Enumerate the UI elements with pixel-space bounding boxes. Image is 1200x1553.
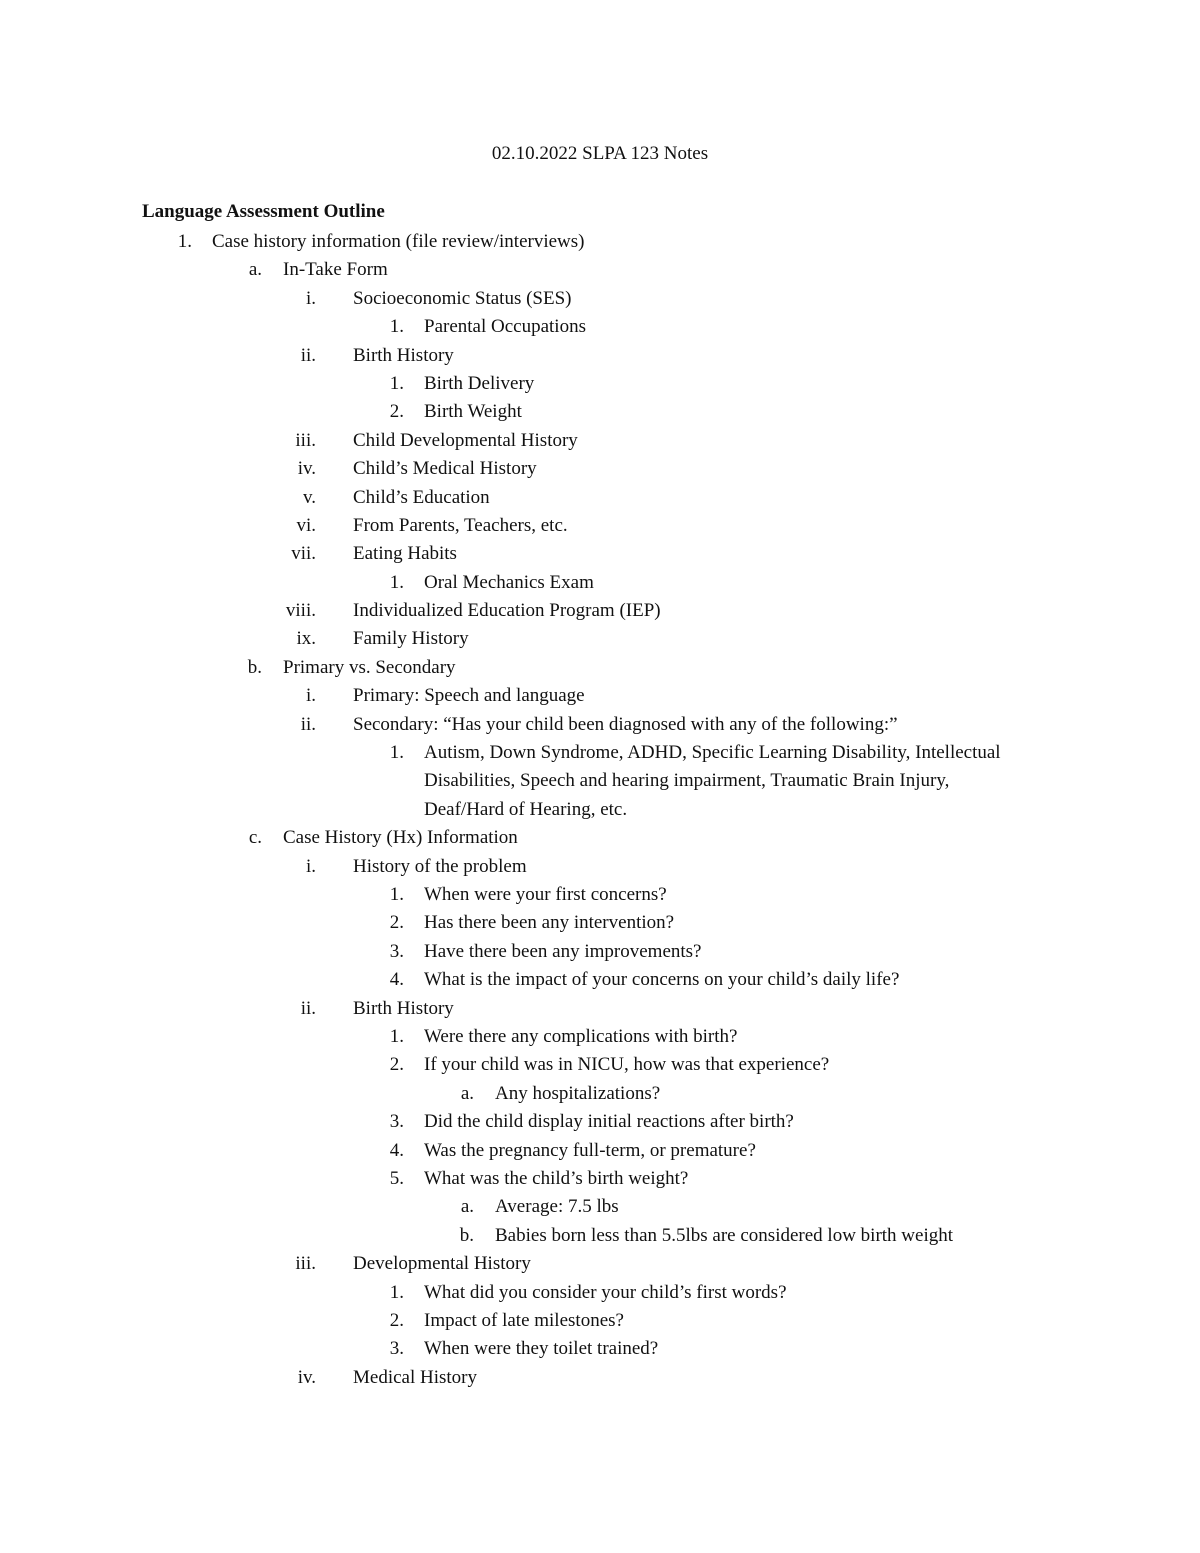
outline-item-marker: b. [247,656,262,678]
outline-item-text: Child’s Education [353,486,490,508]
outline-item-text: Socioeconomic Status (SES) [353,287,572,309]
outline-item-text: Child Developmental History [353,429,578,451]
outline-item-marker: a. [460,1196,474,1218]
outline-item-text: Average: 7.5 lbs [495,1196,619,1218]
outline-item-marker: 1. [389,1025,404,1047]
outline-item [0,597,1200,625]
outline-item-text: Case History (Hx) Information [283,827,518,849]
outline-item [0,1335,1200,1363]
outline-item [0,682,1200,710]
outline-item [0,1279,1200,1307]
outline-item-text: Primary: Speech and language [353,685,585,707]
outline-item-text: What is the impact of your concerns on your child’s daily life? [424,969,900,991]
outline-item-marker: iii. [295,1253,316,1275]
outline-item [0,1080,1200,1108]
outline-item-text: From Parents, Teachers, etc. [353,514,568,536]
outline-item-marker: a. [248,259,262,281]
outline-item-marker: vii. [291,543,316,565]
outline-item-marker: 3. [389,940,404,962]
outline-list [0,228,1200,1392]
outline-item-text: Were there any complications with birth? [424,1025,738,1047]
outline-item-marker: 1. [389,316,404,338]
outline-item [0,540,1200,568]
outline-item-marker: 1. [389,372,404,394]
outline-item-marker: 2. [389,1054,404,1076]
outline-item [0,313,1200,341]
outline-item [0,370,1200,398]
outline-item [0,1250,1200,1278]
outline-item-marker: ii. [300,344,316,366]
outline-item [0,881,1200,909]
outline-item [0,966,1200,994]
outline-item [0,938,1200,966]
outline-item-text: Medical History [353,1366,478,1388]
outline-item-marker: iii. [295,429,316,451]
outline-item-marker: 2. [389,401,404,423]
outline-item-marker: 5. [389,1167,404,1189]
outline-item-text: What was the child’s birth weight? [424,1167,689,1189]
outline-item [0,285,1200,313]
outline-item-text: In-Take Form [283,259,388,281]
outline-item-marker: i. [305,855,316,877]
outline-item-text: Birth History [353,997,454,1019]
outline-item-marker: 4. [389,969,404,991]
outline-item-text: Birth Weight [424,401,522,423]
outline-item-marker: a. [460,1082,474,1104]
outline-item-text: Oral Mechanics Exam [424,571,594,593]
outline-item-marker: i. [305,287,316,309]
outline-item [0,1108,1200,1136]
outline-item-text: Autism, Down Syndrome, ADHD, Specific Learning Disability, Intellectual Disabilities, Speech and hearing impairment, Traumatic Brain Injury, Deaf/Hard of Hearing, etc. [424,742,1001,820]
outline-item-marker: 1. [177,231,192,252]
outline-item-marker: viii. [285,600,316,622]
outline-item-marker: 1. [389,884,404,906]
outline-item-text: Family History [353,628,469,650]
outline-item-text: Parental Occupations [424,316,586,338]
outline-item-text: Child’s Medical History [353,458,537,480]
outline-item-text: Did the child display initial reactions after birth? [424,1111,794,1133]
outline-item [0,569,1200,597]
outline-item-text: Has there been any intervention? [424,912,675,934]
outline-item-text: Primary vs. Secondary [283,656,456,678]
outline-item-marker: 1. [389,742,404,764]
outline-item-text: Any hospitalizations? [495,1082,661,1104]
outline-item [0,739,1200,824]
outline-item [0,995,1200,1023]
outline-item-marker: 2. [389,912,404,934]
outline-item [0,625,1200,653]
outline-item [0,1222,1200,1250]
outline-item-marker: iv. [297,1366,316,1388]
outline-item [0,711,1200,739]
outline-item [0,1137,1200,1165]
outline-item [0,853,1200,881]
outline-item [0,654,1200,682]
outline-item [0,1193,1200,1221]
outline-item-marker: 1. [389,1281,404,1303]
outline-item [0,1165,1200,1193]
outline-item-marker: 1. [389,571,404,593]
outline-item-text: Was the pregnancy full-term, or premature? [424,1139,756,1161]
outline-item-marker: vi. [296,514,316,536]
outline-item [0,455,1200,483]
outline-item [0,1307,1200,1335]
outline-item-marker: ii. [300,713,316,735]
outline-item [0,909,1200,937]
outline-item [0,824,1200,852]
outline-item [0,1051,1200,1079]
outline-item-text: When were your first concerns? [424,884,667,906]
outline-item-marker: ii. [300,997,316,1019]
outline-item-marker: b. [459,1224,474,1246]
outline-item-text: Impact of late milestones? [424,1309,624,1331]
outline-item-text: History of the problem [353,855,527,877]
page-title: 02.10.2022 SLPA 123 Notes [491,143,709,164]
outline-item-text: What did you consider your child’s first words? [424,1281,787,1303]
outline-item [0,484,1200,512]
outline-item-marker: v. [302,486,316,508]
outline-item [0,342,1200,370]
outline-item-text: Case history information (file review/interviews) [212,231,585,252]
outline-item-marker: iv. [297,458,316,480]
outline-item-text: Babies born less than 5.5lbs are considered low birth weight [495,1224,954,1246]
outline-item-text: If your child was in NICU, how was that experience? [424,1054,830,1076]
outline-item [0,256,1200,284]
outline-item-text: When were they toilet trained? [424,1338,659,1360]
outline-item-marker: 2. [389,1309,404,1331]
outline-item-text: Have there been any improvements? [424,940,702,962]
outline-item-marker: c. [248,827,262,849]
outline-item-marker: ix. [296,628,316,650]
outline-item-marker: 3. [389,1338,404,1360]
outline-item [0,427,1200,455]
outline-item-marker: 4. [389,1139,404,1161]
outline-item [0,1023,1200,1051]
outline-item-text: Birth Delivery [424,372,535,394]
outline-item [0,398,1200,426]
outline-item [0,1364,1200,1392]
outline-item [0,512,1200,540]
outline-item-text: Birth History [353,344,454,366]
outline-item-text: Individualized Education Program (IEP) [353,600,661,622]
outline-item-marker: i. [305,685,316,707]
outline-item-text: Eating Habits [353,543,457,565]
outline-item-text: Secondary: “Has your child been diagnosed with any of the following:” [353,713,898,735]
outline-item [0,228,1200,256]
outline-item-text: Developmental History [353,1253,531,1275]
outline-item-marker: 3. [389,1111,404,1133]
section-heading: Language Assessment Outline [142,201,385,222]
